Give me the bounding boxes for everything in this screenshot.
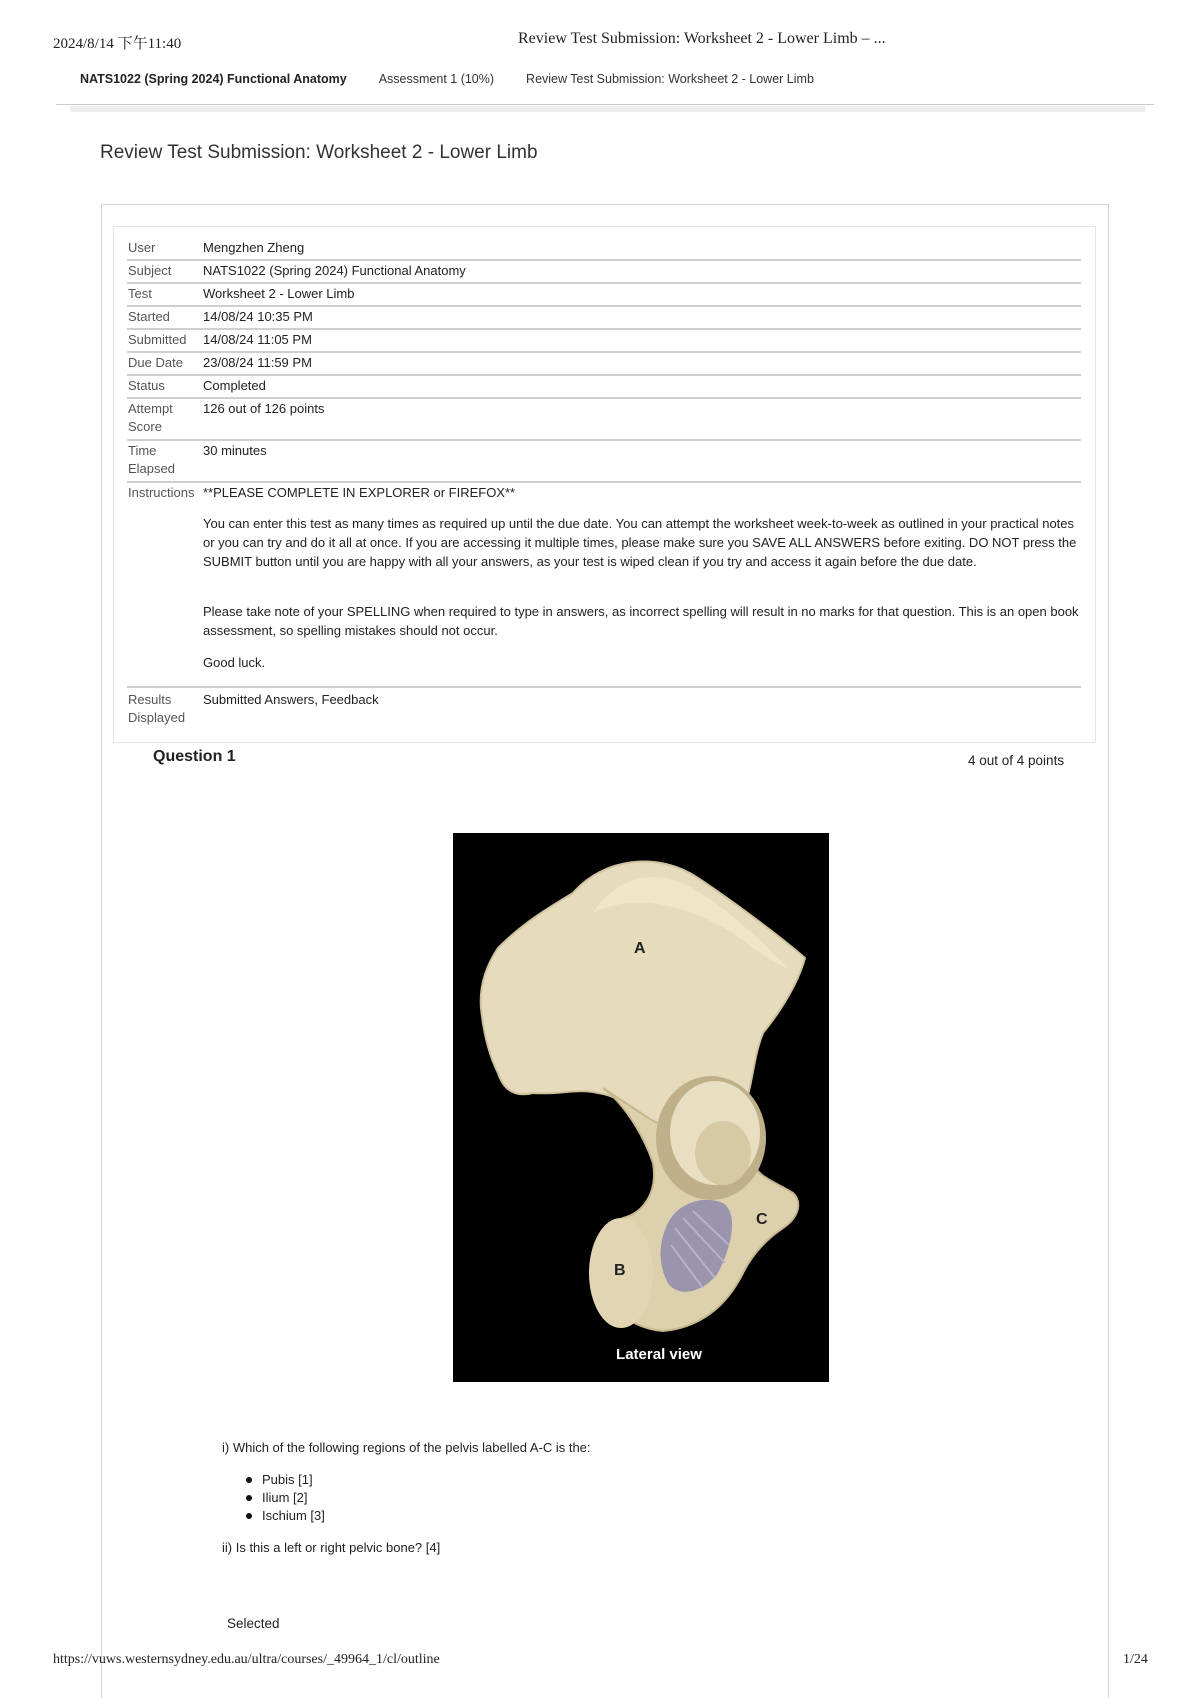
info-value-test: Worksheet 2 - Lower Limb [203,286,355,301]
breadcrumb [80,72,814,86]
info-row-submitted [127,328,1081,353]
list-item-text: Ilium [2] [262,1490,308,1505]
info-row-results-displayed [127,688,1081,732]
instructions-heading: **PLEASE COMPLETE IN EXPLORER or FIREFOX** [203,485,516,500]
bullet-icon [246,1477,252,1483]
instructions-paragraph: Good luck. [203,655,266,670]
question-list [246,1471,325,1525]
info-label: Status [128,378,165,393]
footer-url: https://vuws.westernsydney.edu.au/ultra/courses/_49964_1/cl/outline [53,1652,440,1667]
label-c: C [756,1211,768,1228]
list-item [246,1489,325,1507]
bullet-icon [246,1513,252,1519]
selected-answer-label: Selected [227,1616,280,1631]
info-value-user: Mengzhen Zheng [203,240,305,255]
list-item-text: Pubis [1] [262,1472,313,1487]
info-row-started [127,305,1081,330]
info-value-results-displayed: Submitted Answers, Feedback [203,692,379,707]
info-label: Instructions [128,485,195,500]
info-label: Attempt Score [128,401,173,434]
list-item-text: Ischium [3] [262,1508,325,1523]
instructions-paragraph: You can enter this test as many times as required up until the due date. You can attempt the worksheet week-to-week as outlined in your practical notes or you can try and do it all at once. If you are accessing it multiple times, please make sure you SAVE ALL ANSWERS before exiting. DO NOT press the SUBMIT button until you are happy with all your answers, as your test is wiped clean if you try and access it again before the due date. [203,516,1077,569]
list-item [246,1471,325,1489]
info-row-due-date [127,351,1081,376]
pelvis-lateral-view-image [453,833,829,1382]
info-label: Started [128,309,170,324]
info-row-attempt-score [127,397,1081,441]
question-prompt: ii) Is this a left or right pelvic bone? [4] [222,1540,441,1555]
info-label: Results Displayed [128,692,186,725]
info-row-test [127,282,1081,307]
info-value-due-date: 23/08/24 11:59 PM [203,355,312,370]
footer-page-number: 1/24 [1123,1652,1148,1667]
info-value-started: 14/08/24 10:35 PM [203,309,313,324]
info-label: Subject [128,263,172,278]
page-title: Review Test Submission: Worksheet 2 - Lower Limb [100,142,538,163]
info-row-time-elapsed [127,439,1081,483]
figure-caption: Lateral view [616,1346,702,1363]
info-label: Test [128,286,152,301]
info-row-user [127,236,1081,261]
instructions-paragraph: Please take note of your SPELLING when required to type in answers, as incorrect spelling will result in no marks for that question. This is an open book assessment, so spelling mistakes should not occur. [203,604,1079,638]
info-row-subject [127,259,1081,284]
info-value-time-elapsed: 30 minutes [203,443,267,458]
breadcrumb-current: Review Test Submission: Worksheet 2 - Lower Limb [526,72,814,86]
info-value-subject: NATS1022 (Spring 2024) Functional Anatomy [203,263,466,278]
header-divider [56,104,1154,105]
print-page-title: Review Test Submission: Worksheet 2 - Lower Limb – ... [518,30,886,47]
info-value-attempt-score: 126 out of 126 points [203,401,325,416]
info-label: Due Date [128,355,183,370]
label-b: B [614,1262,626,1279]
bullet-icon [246,1495,252,1501]
question-title: Question 1 [153,748,236,765]
info-value-submitted: 14/08/24 11:05 PM [203,332,312,347]
question-prompt: i) Which of the following regions of the pelvis labelled A-C is the: [222,1440,591,1455]
info-row-instructions [127,481,1081,688]
label-a: A [634,940,646,957]
breadcrumb-course-link[interactable]: NATS1022 (Spring 2024) Functional Anatomy [80,72,347,86]
info-row-status [127,374,1081,399]
breadcrumb-assessment-link[interactable]: Assessment 1 (10%) [378,72,495,86]
list-item [246,1507,325,1525]
info-label: Submitted [128,332,187,347]
header-shadow [70,106,1145,112]
info-value-status: Completed [203,378,266,393]
info-label: Time Elapsed [128,443,175,476]
info-label: User [128,240,156,255]
print-date: 2024/8/14 下午11:40 [53,36,182,52]
question-points: 4 out of 4 points [968,753,1065,768]
